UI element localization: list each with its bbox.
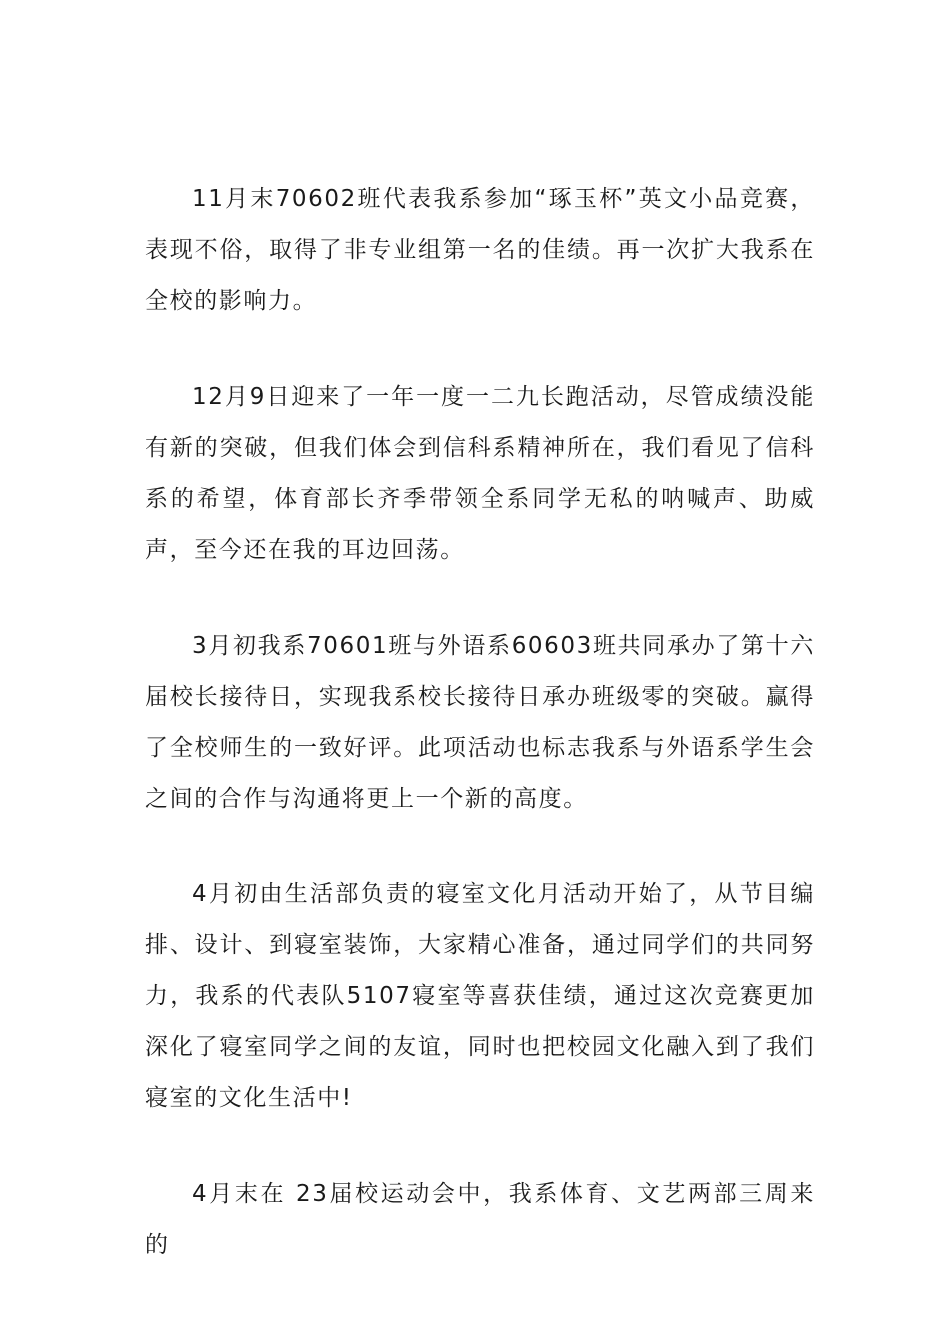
paragraph-long-distance-run: 12月9日迎来了一年一度一二九长跑活动，尽管成绩没能有新的突破，但我们体会到信科系精神所在，我们看见了信科系的希望，体育部长齐季带领全系同学无私的呐喊声、助威声，至今还在我的耳边回荡。 (145, 384, 815, 563)
paragraph-sports-meet: 4月末在 23届校运动会中，我系体育、文艺两部三周来的 (145, 1181, 815, 1258)
paragraph-principal-reception-day: 3月初我系70601班与外语系60603班共同承办了第十六届校长接待日，实现我系校长接待日承办班级零的突破。赢得了全校师生的一致好评。此项活动也标志我系与外语系学生会之间的合作与沟通将更上一个新的高度。 (145, 633, 815, 812)
paragraph-dorm-culture-month: 4月初由生活部负责的寝室文化月活动开始了，从节目编排、设计、到寝室装饰，大家精心准备，通过同学们的共同努力，我系的代表队5107寝室等喜获佳绩，通过这次竞赛更加深化了寝室同学之间的友谊，同时也把校园文化融入到了我们寝室的文化生活中! (145, 881, 815, 1111)
paragraph-stage-competition: 11月末70602班代表我系参加“琢玉杯”英文小品竞赛，表现不俗，取得了非专业组第一名的佳绩。再一次扩大我系在全校的影响力。 (145, 186, 815, 314)
